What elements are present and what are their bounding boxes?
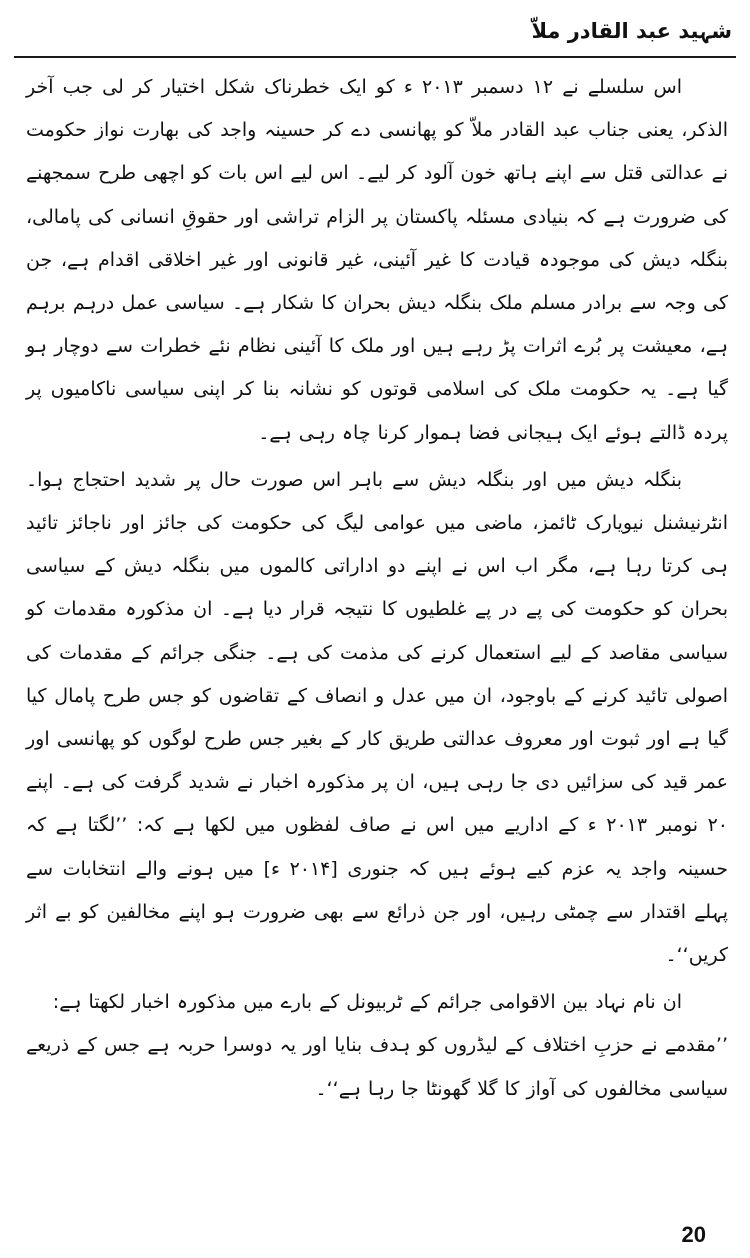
header-rule — [14, 56, 736, 58]
paragraph: اس سلسلے نے ۱۲ دسمبر ۲۰۱۳ ء کو ایک خطرناک شکل اختیار کر لی جب آخر الذکر، یعنی جناب عبد القادر ملاّ کو پھانسی دے کر حسینہ واجد کی بھارت نواز حکومت نے عدالتی قتل سے اپنے ہاتھ خون آلود کر لیے۔ اس لیے اس بات کو اچھی طرح سمجھنے کی ضرورت ہے کہ بنیادی مسئلہ پاکستان پر الزام تراشی اور حقوقِ انسانی کی پامالی، بنگلہ دیش کی موجودہ قیادت کا غیر آئینی، غیر قانونی اور غیر اخلاقی اقدام ہے، جن کی وجہ سے برادر مسلم ملک بنگلہ دیش بحران کا شکار ہے۔ سیاسی عمل درہم برہم ہے، معیشت پر بُرے اثرات پڑ رہے ہیں اور ملک کا آئینی نظام نئے خطرات سے دوچار ہو گیا ہے۔ یہ حکومت ملک کی اسلامی قوتوں کو نشانہ بنا کر اپنی سیاسی ناکامیوں پر پردہ ڈالتے ہوئے ایک ہیجانی فضا ہموار کرنا چاہ رہی ہے۔ — [26, 76, 728, 444]
paragraph: ان نام نہاد بین الاقوامی جرائم کے ٹربیونل کے بارے میں مذکورہ اخبار لکھتا ہے: — [52, 991, 682, 1014]
running-head: شہید عبد القادر ملاّ — [531, 19, 732, 43]
paragraph: بنگلہ دیش میں اور بنگلہ دیش سے باہر اس صورت حال پر شدید احتجاج ہوا۔ انٹرنیشنل نیویارک ٹائمز، ماضی میں عوامی لیگ کی حکومت کی جائز اور ناجائز تائید ہی کرتا رہا ہے، مگر اب اس نے اپنے دو اداراتی کالموں میں بنگلہ دیش کے سیاسی بحران کو حکومت کی پے در پے غلطیوں کا نتیجہ قرار دیا ہے۔ ان مذکورہ مقدمات کو سیاسی مقاصد کے لیے استعمال کرنے کی مذمت کی ہے۔ جنگی جرائم کے مقدمات کی اصولی تائید کرنے کے باوجود، ان میں عدل و انصاف کے تقاضوں کو جس طرح پامال کیا گیا ہے اور ثبوت اور معروف عدالتی طریق کار کے بغیر جس طرح لوگوں کو پھانسی اور عمر قید کی سزائیں دی جا رہی ہیں، ان پر مذکورہ اخبار نے شدید گرفت کی ہے۔ اپنے ۲۰ نومبر ۲۰۱۳ ء کے اداریے میں اس نے صاف لفظوں میں لکھا ہے کہ: ’’لگتا ہے کہ حسینہ واجد یہ عزم کیے ہوئے ہیں کہ جنوری [۲۰۱۴ ء] میں ہونے والے انتخابات سے پہلے اقتدار سے چمٹی رہیں، اور جن ذرائع سے بھی ضرورت ہو اپنے مخالفین کو بے اثر کریں‘‘۔ — [26, 468, 728, 967]
body-text — [26, 66, 728, 1111]
page-number: 20 — [681, 1222, 706, 1247]
block-quote: ’’مقدمے نے حزبِ اختلاف کے لیڈروں کو ہدف بنایا اور یہ دوسرا حربہ ہے جس کے ذریعے سیاسی مخالفوں کی آواز کا گلا گھونٹا جا رہا ہے‘‘۔ — [26, 1034, 728, 1100]
